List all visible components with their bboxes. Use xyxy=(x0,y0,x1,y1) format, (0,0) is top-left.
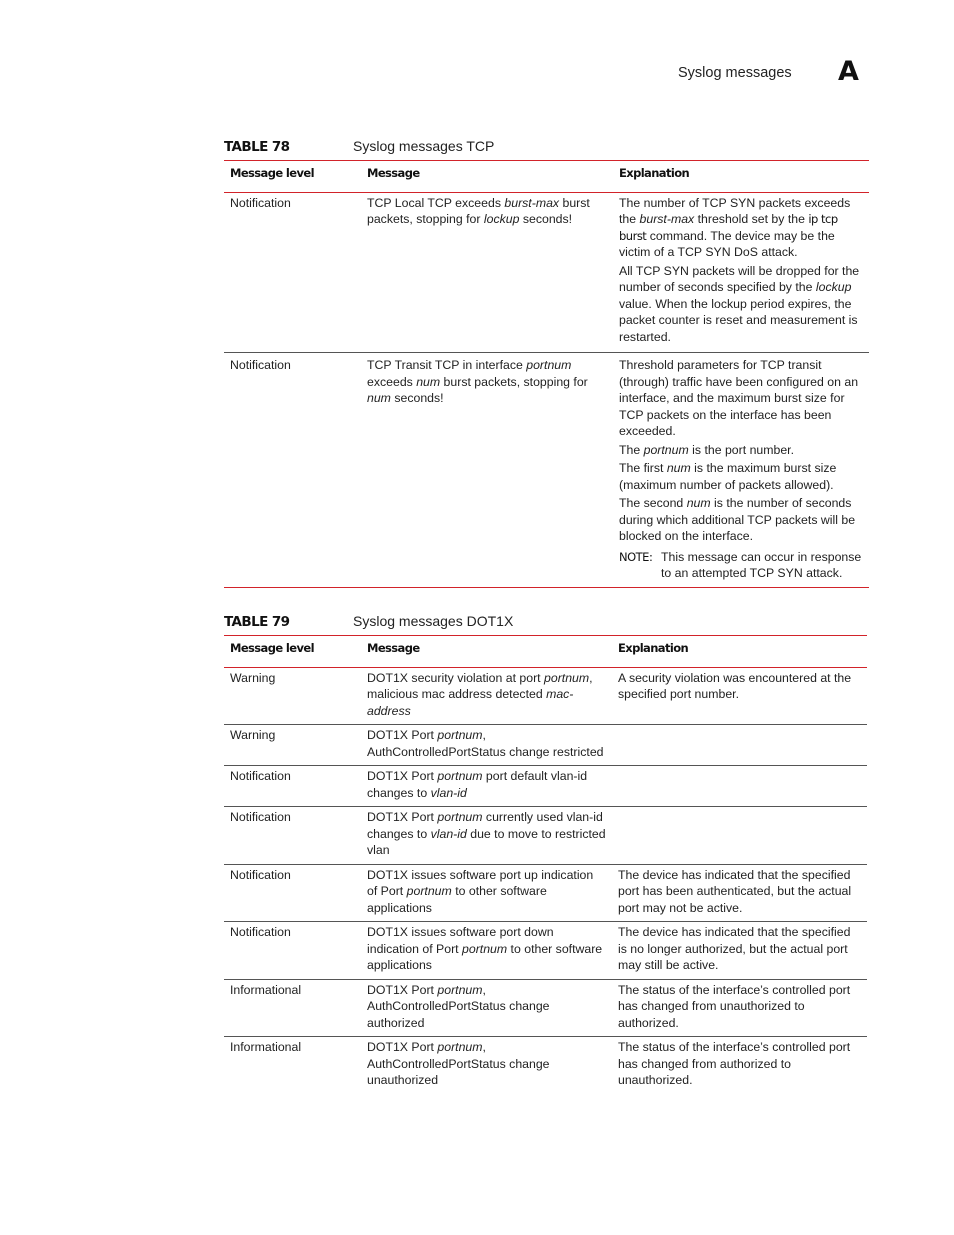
explanation xyxy=(612,725,867,766)
column-header: Explanation xyxy=(613,161,869,193)
table-78-caption xyxy=(224,138,494,155)
explanation: A security violation was encountered at the specified port number. xyxy=(612,667,867,725)
message-level: Notification xyxy=(224,864,361,922)
table-79-title: Syslog messages DOT1X xyxy=(353,613,514,629)
explanation xyxy=(613,353,869,588)
note-label: NOTE: xyxy=(619,549,653,564)
table-row xyxy=(224,667,867,725)
explanation: The status of the interface’s controlled port has changed from unauthorized to authorized. xyxy=(612,979,867,1037)
explanation-paragraph: The first num is the maximum burst size (maximum number of packets allowed). xyxy=(619,461,837,492)
message-text: DOT1X Port portnum, AuthControlledPortStatus change authorized xyxy=(361,979,612,1037)
message-level: Notification xyxy=(224,192,361,353)
table-row xyxy=(224,766,867,807)
note-text: This message can occur in response to an attempted TCP SYN attack. xyxy=(661,549,862,580)
table-row xyxy=(224,725,867,766)
table-row xyxy=(224,922,867,980)
table-79-header-row xyxy=(224,636,867,668)
table-79-caption xyxy=(224,613,513,630)
explanation: The status of the interface’s controlled port has changed from authorized to unauthorized. xyxy=(618,1040,851,1087)
explanation-paragraph: The portnum is the port number. xyxy=(619,442,794,457)
message-text: TCP Local TCP exceeds burst-max burst packets, stopping for lockup seconds! xyxy=(361,192,613,353)
explanation xyxy=(613,192,869,353)
column-header: Message level xyxy=(224,161,361,193)
table-row xyxy=(224,1037,867,1094)
column-header: Explanation xyxy=(612,636,867,668)
message-level: Notification xyxy=(224,922,361,980)
table-row xyxy=(224,864,867,922)
note xyxy=(619,549,863,582)
column-header: Message xyxy=(361,636,612,668)
column-header: Message level xyxy=(224,636,361,668)
explanation xyxy=(612,766,867,807)
message-text: DOT1X issues software port down indication of Port portnum to other software applications xyxy=(361,922,612,980)
running-header-title: Syslog messages xyxy=(678,65,792,81)
table-row xyxy=(224,979,867,1037)
table-79 xyxy=(224,635,867,1094)
explanation-paragraph: The number of TCP SYN packets exceeds the burst-max threshold set by the ip tcp burst command. The device may be the victim of a TCP SYN DoS attack. xyxy=(619,195,851,259)
message-level: Notification xyxy=(224,766,361,807)
message-text: DOT1X issues software port up indication of Port portnum to other software applications xyxy=(361,864,612,922)
command-keyword: ip tcp burst xyxy=(619,212,838,243)
column-header: Message xyxy=(361,161,613,193)
message-text: DOT1X Port portnum port default vlan-id changes to vlan-id xyxy=(361,766,612,807)
table-78 xyxy=(224,160,869,588)
explanation xyxy=(612,807,867,865)
message-level: Notification xyxy=(224,807,361,865)
table-78-title: Syslog messages TCP xyxy=(353,138,495,154)
table-row xyxy=(224,192,869,353)
message-level: Warning xyxy=(224,667,361,725)
table-78-header-row xyxy=(224,161,869,193)
table-row xyxy=(224,353,869,588)
explanation-paragraph: All TCP SYN packets will be dropped for the number of seconds specified by the lockup value. When the lockup period expires, the packet counter is reset and measurement is restarted. xyxy=(619,263,860,344)
message-text: DOT1X Port portnum, AuthControlledPortStatus change restricted xyxy=(361,725,612,766)
appendix-letter: A xyxy=(838,56,859,87)
message-text: DOT1X Port portnum currently used vlan-id changes to vlan-id due to move to restricted vlan xyxy=(361,807,612,865)
message-level: Informational xyxy=(224,979,361,1037)
message-text: DOT1X security violation at port portnum, malicious mac address detected mac-address xyxy=(361,667,612,725)
explanation-paragraph: The second num is the number of seconds during which additional TCP packets will be blocked on the interface. xyxy=(619,496,856,543)
table-78-label: TABLE 78 xyxy=(224,139,290,155)
explanation-paragraph: Threshold parameters for TCP transit (through) traffic have been configured on an interface, and the maximum burst size for TCP packets on the interface has been exceeded. xyxy=(619,358,859,438)
explanation: The device has indicated that the specified port has been authenticated, but the actual port may not be active. xyxy=(612,864,867,922)
table-row xyxy=(224,807,867,865)
table-79-label: TABLE 79 xyxy=(224,614,290,630)
explanation: The device has indicated that the specified is no longer authorized, but the actual port may still be active. xyxy=(612,922,867,980)
message-text: DOT1X Port portnum, AuthControlledPortStatus change unauthorized xyxy=(367,1040,550,1087)
message-text: TCP Transit TCP in interface portnum exceeds num burst packets, stopping for num seconds! xyxy=(361,353,613,588)
message-level: Informational xyxy=(230,1040,302,1054)
message-level: Notification xyxy=(224,353,361,588)
message-level: Warning xyxy=(224,725,361,766)
